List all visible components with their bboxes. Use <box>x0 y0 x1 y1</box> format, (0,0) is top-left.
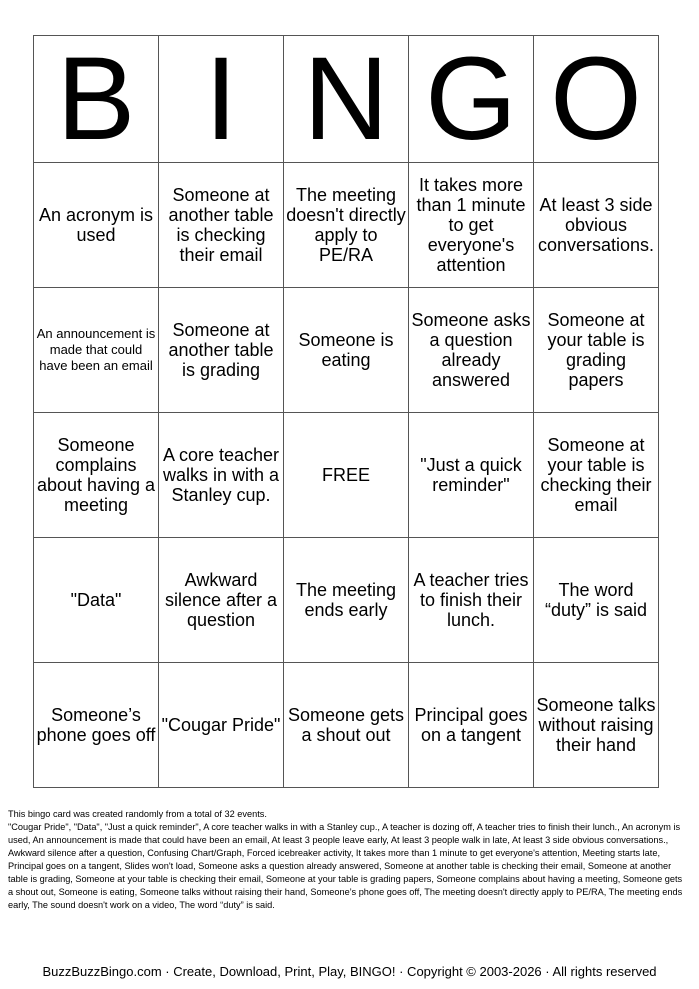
bingo-row <box>34 663 659 788</box>
bingo-cell: At least 3 side obvious conversations. <box>534 163 659 288</box>
header-letter-o: O <box>534 36 659 163</box>
bingo-cell: The meeting ends early <box>284 538 409 663</box>
header-letter-i: I <box>159 36 284 163</box>
bingo-row <box>34 413 659 538</box>
header-letter-n: N <box>284 36 409 163</box>
bingo-cell: Someone is eating <box>284 288 409 413</box>
bingo-header-row <box>34 36 659 163</box>
bingo-cell: It takes more than 1 minute to get everyone's attention <box>409 163 534 288</box>
bingo-cell: Someone’s phone goes off <box>34 663 159 788</box>
bingo-cell: Someone talks without raising their hand <box>534 663 659 788</box>
bingo-cell: Principal goes on a tangent <box>409 663 534 788</box>
bingo-cell: "Data" <box>34 538 159 663</box>
bingo-cell: An announcement is made that could have been an email <box>34 288 159 413</box>
bingo-cell: The meeting doesn't directly apply to PE/RA <box>284 163 409 288</box>
bingo-cell: Someone complains about having a meeting <box>34 413 159 538</box>
bingo-row <box>34 288 659 413</box>
bingo-cell: Someone asks a question already answered <box>409 288 534 413</box>
bingo-cell: Someone at another table is grading <box>159 288 284 413</box>
bingo-cell: A core teacher walks in with a Stanley cup. <box>159 413 284 538</box>
event-count-text: This bingo card was created randomly from a total of 32 events. <box>8 809 267 819</box>
header-letter-b: B <box>34 36 159 163</box>
bingo-cell: Awkward silence after a question <box>159 538 284 663</box>
bingo-cell: A teacher tries to finish their lunch. <box>409 538 534 663</box>
footer-text: BuzzBuzzBingo.com · Create, Download, Print, Play, BINGO! · Copyright © 2003-2026 · All rights reserved <box>42 964 657 979</box>
bingo-cell: "Just a quick reminder" <box>409 413 534 538</box>
bingo-cell: An acronym is used <box>34 163 159 288</box>
bingo-cell: The word “duty” is said <box>534 538 659 663</box>
free-cell: FREE <box>284 413 409 538</box>
bingo-cell: Someone at your table is checking their email <box>534 413 659 538</box>
bingo-row <box>34 163 659 288</box>
bingo-cell: Someone at another table is checking their email <box>159 163 284 288</box>
header-letter-g: G <box>409 36 534 163</box>
bingo-card <box>33 35 659 788</box>
bingo-row <box>34 538 659 663</box>
event-list-text: "Cougar Pride", "Data", "Just a quick reminder", A core teacher walks in with a Stanley cup., A teacher is dozing off, A teacher tries to finish their lunch., An acronym is used, An announcement is made that could have been an email, At least 3 people leave early, At least 3 people walk in late, At least 3 side obvious conversations., Awkward silence after a question, Confusing Chart/Graph, Forced icebreaker activity, It takes more than 1 minute to get everyone's attention, Meeting starts late, Principal goes on a tangent, Slides won't load, Someone asks a question already answered, Someone at another table is checking their email, Someone at another table is grading, Someone at your table is checking their email, Someone at your table is grading papers, Someone complains about having a meeting, Someone gets a shout out, Someone is eating, Someone talks without raising their hand, Someone’s phone goes off, The meeting doesn't directly apply to PE/RA, The meeting ends early, The sound doesn't work on a video, The word “duty” is said. <box>8 822 683 910</box>
bingo-cell: Someone at your table is grading papers <box>534 288 659 413</box>
bingo-cell: "Cougar Pride" <box>159 663 284 788</box>
card-description <box>8 808 688 912</box>
bingo-cell: Someone gets a shout out <box>284 663 409 788</box>
